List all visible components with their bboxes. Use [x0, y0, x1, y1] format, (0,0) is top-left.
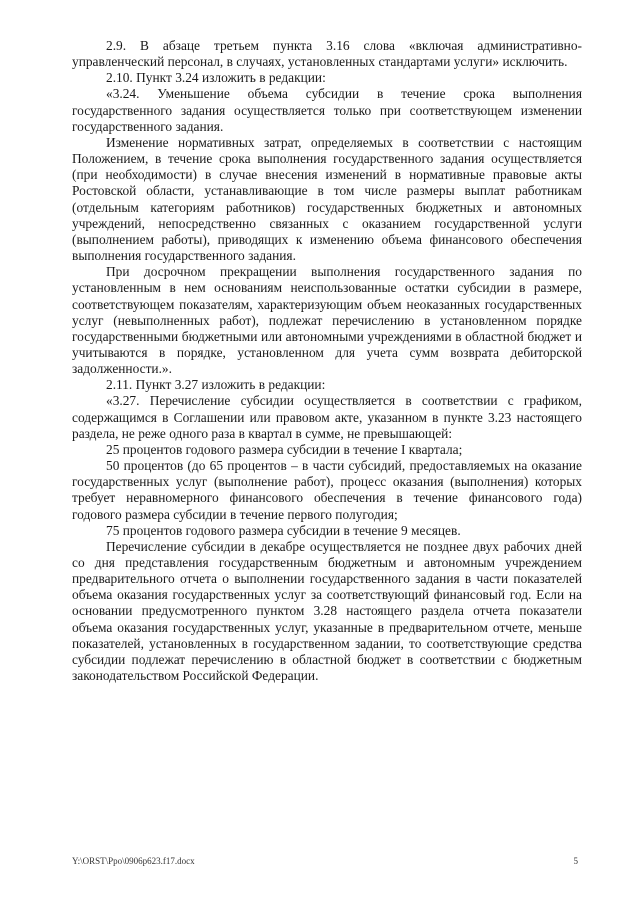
paragraph-early-termination: При досрочном прекращении выполнения государственного задания по установленным в нем основаниям неиспользованные остатки субсидии в размере, соответствующем показателям, характеризующим объем неоказанных государственных услуг (невыполненных работ), подлежат перечислению в установленном порядке государственными бюджетными или автономными учреждениями в областной бюджет и учитываются в порядке, установленном для учета сумм возврата дебиторской задолженности.». [72, 264, 582, 377]
document-body [72, 38, 582, 684]
paragraph-2-11: 2.11. Пункт 3.27 изложить в редакции: [106, 377, 326, 393]
page-number: 5 [573, 856, 578, 866]
paragraph-december-transfer: Перечисление субсидии в декабре осуществляется не позднее двух рабочих дней со дня представления государственным бюджетным и автономным учреждением предварительного отчета о выполнении государственного задания в части показателей объема оказания государственных услуг за соответствующий финансовый год. Если на основании предусмотренного пунктом 3.28 настоящего раздела отчета показатели объема оказания государственных услуг, указанные в предварительном отчете, меньше показателей, установленных в государственном задании, то соответствующие средства субсидии подлежат перечислению в областной бюджет в соответствии с бюджетным законодательством Российской Федерации. [72, 538, 582, 684]
paragraph-50-percent: 50 процентов (до 65 процентов – в части субсидий, предоставляемых на оказание государственных услуг (выполнение работ), процесс оказания (выполнения) которых требует неравномерного финансового обеспечения в течение финансового года) годового размера субсидии в течение первого полугодия; [72, 458, 582, 522]
file-path: Y:\ORST\Ppo\0906p623.f17.docx [72, 856, 195, 866]
paragraph-75-percent: 75 процентов годового размера субсидии в течение 9 месяцев. [106, 522, 461, 538]
paragraph-25-percent: 25 процентов годового размера субсидии в течение I квартала; [106, 441, 463, 457]
paragraph-3-24: «3.24. Уменьшение объема субсидии в течение срока выполнения государственного задания осуществляется только при соответствующем изменении государственного задания. [72, 86, 582, 134]
paragraph-2-10: 2.10. Пункт 3.24 изложить в редакции: [106, 70, 326, 86]
paragraph-3-27: «3.27. Перечисление субсидии осуществляется в соответствии с графиком, содержащимся в Соглашении или правовом акте, указанном в пункте 3.23 настоящего раздела, не реже одного раза в квартал в сумме, не превышающей: [72, 393, 582, 441]
paragraph-normative-costs: Изменение нормативных затрат, определяемых в соответствии с настоящим Положением, в течение срока выполнения государственного задания осуществляется (при необходимости) в случае внесения изменений в нормативные правовые акты Ростовской области, устанавливающие в том числе размеры выплат работникам (отдельным категориям работников) государственных бюджетных и автономных учреждений, непосредственно связанных с оказанием государственной услуги (выполнением работы), приводящих к изменению объема финансового обеспечения выполнения государственного задания. [72, 134, 582, 264]
page-footer [72, 856, 582, 870]
paragraph-2-9: 2.9. В абзаце третьем пункта 3.16 слова «включая административно-управленческий персонал, в случаях, установленных стандартами услуги» исключить. [72, 38, 582, 70]
